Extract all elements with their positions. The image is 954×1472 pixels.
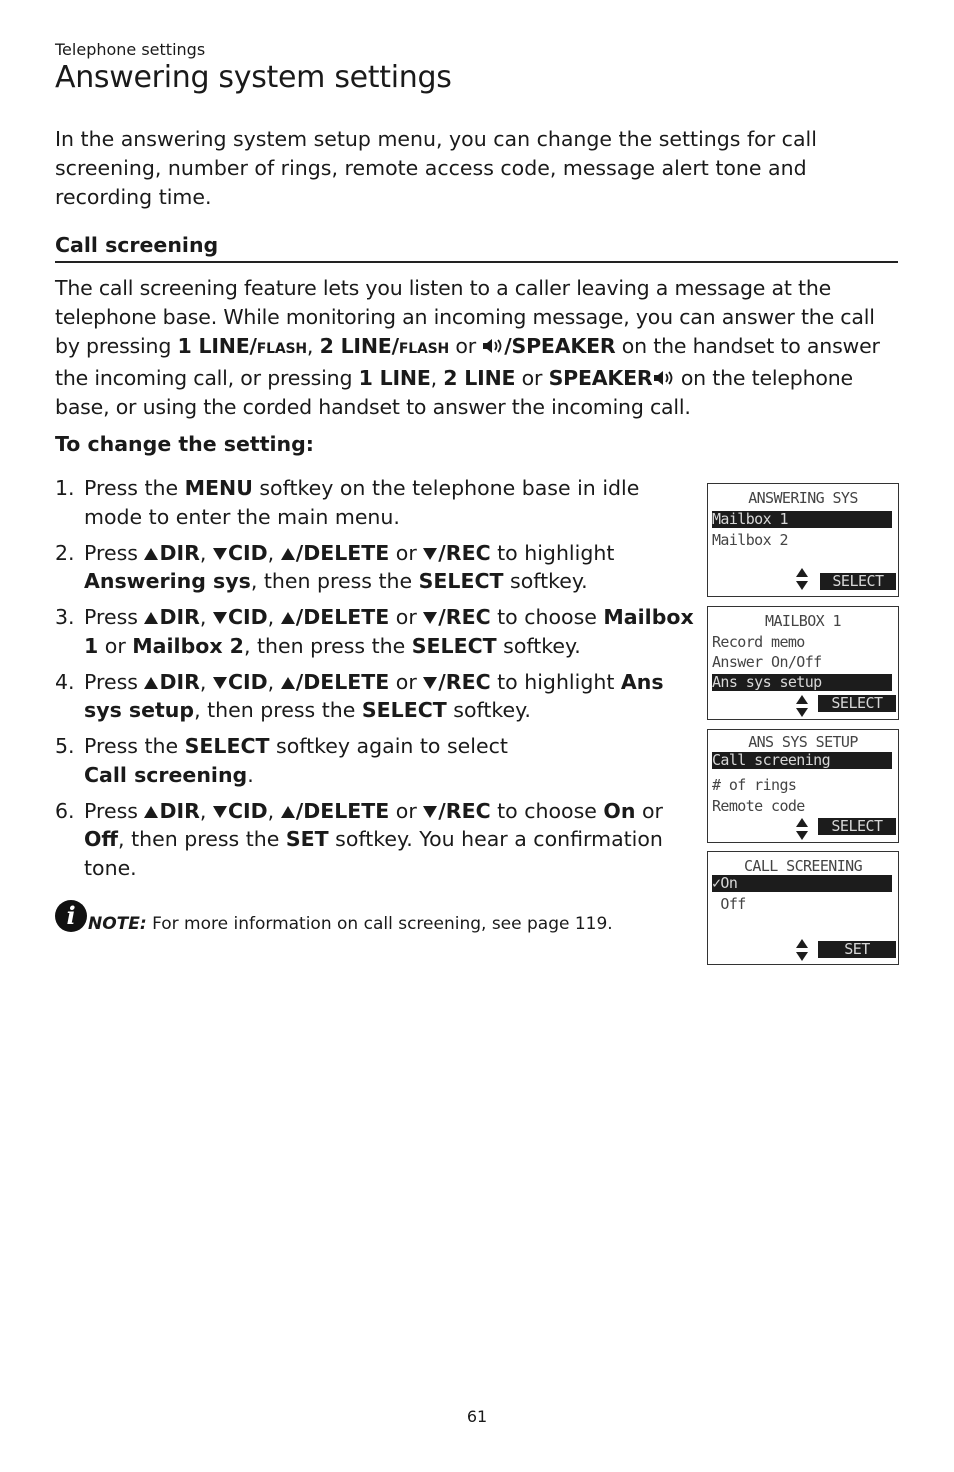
up-arrow-icon bbox=[281, 612, 295, 624]
breadcrumb: Telephone settings bbox=[55, 40, 206, 59]
step-3: 3. Press DIR, CID, /DELETE or /REC to choose Mailbox 1 or Mailbox 2, then press the SELECT softkey. bbox=[55, 605, 694, 658]
step-6: 6. Press DIR, CID, /DELETE or /REC to choose On or Off, then press the SET softkey. You hear a confirmation tone. bbox=[55, 798, 663, 880]
lcd-row: Record memo bbox=[712, 633, 805, 651]
softkey-select: SELECT bbox=[818, 695, 896, 712]
down-arrow-icon bbox=[423, 806, 437, 818]
lcd-row-highlighted: Call screening bbox=[712, 752, 892, 769]
speaker-icon bbox=[653, 369, 675, 387]
lcd-screen-answering-sys bbox=[707, 483, 899, 597]
step-4: 4. Press DIR, CID, /DELETE or /REC to highlight Ans sys setup, then press the SELECT softkey. bbox=[55, 669, 664, 722]
speaker-icon bbox=[482, 337, 504, 355]
lcd-row-highlighted: ✓On bbox=[712, 875, 892, 892]
subheading-change-setting: To change the setting: bbox=[55, 432, 315, 456]
lcd-header: ANSWERING SYS bbox=[748, 489, 858, 507]
lcd-row-highlighted: Ans sys setup bbox=[712, 674, 892, 691]
softkey-set: SET bbox=[818, 941, 896, 958]
lcd-header: MAILBOX 1 bbox=[765, 612, 841, 630]
lcd-screen-ans-sys-setup bbox=[707, 729, 899, 843]
lcd-row: Answer On/Off bbox=[712, 653, 822, 671]
lcd-screen-mailbox-1 bbox=[707, 606, 899, 720]
softkey-select: SELECT bbox=[820, 573, 896, 590]
note-text: NOTE: For more information on call screening, see page 119. bbox=[88, 914, 613, 934]
down-arrow-icon bbox=[213, 677, 227, 689]
up-arrow-icon bbox=[144, 677, 158, 689]
intro-paragraph: In the answering system setup menu, you can change the settings for call screening, number of rings, remote access code, message alert tone and recording time. bbox=[55, 127, 817, 209]
scroll-arrows-icon bbox=[796, 695, 808, 719]
lcd-row: Remote code bbox=[712, 797, 805, 815]
up-arrow-icon bbox=[281, 677, 295, 689]
call-screening-description: The call screening feature lets you listen to a caller leaving a message at the telephone base. While monitoring an incoming message, you can answer the call by pressing 1 LINE/FLASH, 2 LINE/FLASH or /SPEAKER on the handset to answer the incoming call, or pressing 1 LINE, 2 LINE or SPEAKER on the telephone base, or using the corded handset to answer the incoming call. bbox=[55, 276, 880, 419]
up-arrow-icon bbox=[281, 806, 295, 818]
info-icon: i bbox=[55, 900, 87, 932]
section-heading-call-screening: Call screening bbox=[55, 233, 898, 263]
up-arrow-icon bbox=[144, 612, 158, 624]
up-arrow-icon bbox=[281, 548, 295, 560]
down-arrow-icon bbox=[213, 612, 227, 624]
lcd-row: # of rings bbox=[712, 776, 797, 794]
step-5: 5. Press the SELECT softkey again to select Call screening. bbox=[55, 734, 508, 787]
page-title: Answering system settings bbox=[55, 60, 452, 95]
steps-list bbox=[55, 474, 700, 890]
page-number: 61 bbox=[466, 1407, 488, 1426]
step-2: 2. Press DIR, CID, /DELETE or /REC to highlight Answering sys, then press the SELECT softkey. bbox=[55, 540, 615, 593]
lcd-screen-call-screening bbox=[707, 851, 899, 965]
down-arrow-icon bbox=[423, 612, 437, 624]
up-arrow-icon bbox=[144, 548, 158, 560]
lcd-row-highlighted: Mailbox 1 bbox=[712, 511, 892, 528]
lcd-row: Mailbox 2 bbox=[712, 531, 788, 549]
scroll-arrows-icon bbox=[796, 818, 808, 842]
up-arrow-icon bbox=[144, 806, 158, 818]
scroll-arrows-icon bbox=[796, 568, 808, 592]
down-arrow-icon bbox=[423, 677, 437, 689]
softkey-select: SELECT bbox=[818, 818, 896, 835]
down-arrow-icon bbox=[213, 806, 227, 818]
step-1: 1. Press the MENU softkey on the telephone base in idle mode to enter the main menu. bbox=[55, 476, 640, 529]
lcd-header: CALL SCREENING bbox=[743, 857, 863, 875]
lcd-row: Off bbox=[712, 895, 746, 913]
down-arrow-icon bbox=[213, 548, 227, 560]
lcd-header: ANS SYS SETUP bbox=[748, 733, 858, 751]
down-arrow-icon bbox=[423, 548, 437, 560]
scroll-arrows-icon bbox=[796, 939, 808, 963]
